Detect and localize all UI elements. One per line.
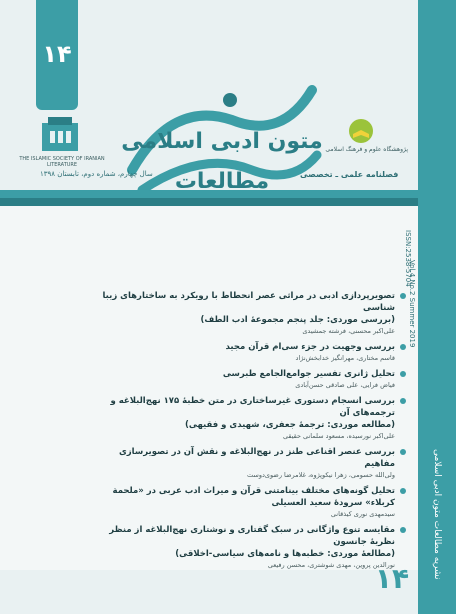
article-subtitle: (بررسی موردی: جلد پنجم مجموعهٔ ادب الطف) bbox=[200, 315, 395, 325]
spine-english: Vol.4 No.2 Summer 2019 bbox=[408, 260, 416, 348]
article-title: بررسی عنصر اقناعی طنز در نهج‌البلاغه و نقش آن در تصویرسازی مفاهیم bbox=[119, 447, 395, 469]
article-authors: علی‌اکبر نورسیده، مسعود سلمانی حقیقی bbox=[283, 432, 395, 440]
article-list bbox=[90, 290, 406, 575]
footer-band bbox=[0, 570, 418, 614]
spine bbox=[418, 0, 456, 614]
bullet-icon bbox=[400, 488, 406, 494]
issue-info: سال چهارم، شماره دوم، تابستان ۱۳۹۸ bbox=[40, 170, 153, 178]
publisher-left-caption: THE ISLAMIC SOCIETY OF IRANIAN LITERATURE bbox=[19, 156, 105, 168]
article-subtitle: (مطالعه موردی: ترجمهٔ جعفری، شهیدی و فقیهی) bbox=[184, 420, 395, 430]
issue-number: ۱۴ bbox=[42, 40, 72, 68]
publisher-right-caption: پژوهشگاه علوم و فرهنگ اسلامی bbox=[325, 146, 408, 153]
bullet-icon bbox=[400, 371, 406, 377]
list-item bbox=[90, 446, 406, 480]
article-authors: ولی‌الله حسومی، زهرا نیکوپژوه، غلامرضا رضوی‌دوست bbox=[247, 471, 395, 479]
bullet-icon bbox=[400, 449, 406, 455]
bullet-icon bbox=[400, 344, 406, 350]
article-title: تحلیل گونه‌های مختلف بینامتنی قرآن و میراث ادب عربی در «ملحمة کربلاء» سرودهٔ سعید العسیلی bbox=[112, 486, 395, 508]
footer-issue-number: ۱۴ bbox=[374, 562, 410, 595]
article-title: بررسی انسجام دستوری غیرساختاری در متن خطبهٔ ۱۷۵ نهج‌البلاغه و ترجمه‌های آن bbox=[110, 396, 395, 418]
list-item bbox=[90, 485, 406, 519]
article-authors: قاسم مختاری، مهرانگیز خدابخش‌نژاد bbox=[295, 354, 395, 362]
list-item bbox=[90, 290, 406, 336]
bullet-icon bbox=[400, 293, 406, 299]
list-item bbox=[90, 395, 406, 441]
list-item bbox=[90, 524, 406, 570]
article-title: مقایسه تنوع واژگانی در سبک گفتاری و نوشتاری نهج‌البلاغه از منظر نظریهٔ جانسون bbox=[109, 525, 395, 547]
article-title: بررسی وجهیت در جزء سی‌ام قرآن مجید bbox=[225, 342, 395, 352]
spine-text: نشریه مطالعات متون ادبی اسلامی bbox=[432, 449, 442, 580]
article-title: تصویرپردازی ادبی در مراثی عصر انحطاط با رویکرد به ساختارهای زیبا شناسی bbox=[102, 291, 395, 313]
article-authors: علی‌اکبر محسنی، فرشته جمشیدی bbox=[302, 327, 395, 335]
issn-code: ISSN:2538-5704 bbox=[404, 230, 412, 287]
publisher-building-logo bbox=[30, 115, 90, 155]
title-line-1: متون ادبی اسلامی bbox=[121, 129, 323, 154]
title-line-2: مطالعات bbox=[174, 169, 270, 194]
article-authors: فیاض فرایی، علی صادقی حسن‌آبادی bbox=[295, 381, 395, 389]
article-authors: سیدمهدی نوری کیذقانی bbox=[330, 510, 395, 518]
journal-type: فصلنامه علمی ـ تخصصی bbox=[300, 170, 399, 179]
list-item bbox=[90, 341, 406, 363]
calligraphic-title bbox=[112, 60, 332, 210]
article-title: تحلیل ژانری تفسیر جوامع‌الجامع طبرسی bbox=[222, 369, 395, 379]
list-item bbox=[90, 368, 406, 390]
article-authors: نورالدین پروین، مهدی شوشتری، محسن رفیعی bbox=[267, 561, 395, 569]
institute-book-logo bbox=[348, 118, 374, 144]
article-subtitle: (مطالعهٔ موردی: خطبه‌ها و نامه‌های سیاسی-اخلاقی) bbox=[175, 549, 395, 559]
bullet-icon bbox=[400, 398, 406, 404]
issue-tab bbox=[36, 0, 78, 110]
bullet-icon bbox=[400, 527, 406, 533]
